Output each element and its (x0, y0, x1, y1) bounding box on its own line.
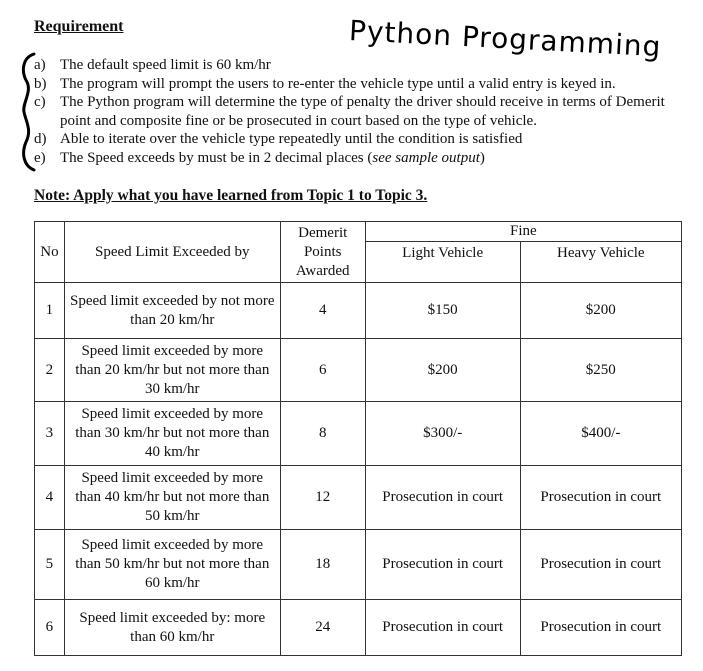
cell-heavy: Prosecution in court (520, 530, 681, 600)
requirement-item-c (34, 93, 694, 130)
requirement-item-e (34, 149, 694, 168)
requirement-letter: e) (34, 149, 46, 166)
requirement-text (60, 149, 694, 168)
cell-demerit: 8 (280, 402, 365, 466)
header-demerit: Demerit Points Awarded (280, 222, 365, 283)
table-row (35, 402, 682, 466)
requirement-text: Able to iterate over the vehicle type repeatedly until the condition is satisfied (60, 131, 523, 147)
cell-heavy: $200 (520, 283, 681, 339)
header-speed: Speed Limit Exceeded by (64, 222, 280, 283)
requirement-letter: b) (34, 75, 47, 92)
requirement-letter: c) (34, 94, 46, 110)
cell-speed: Speed limit exceeded by more than 50 km/hr but not more than 60 km/hr (64, 530, 280, 600)
header-heavy-vehicle: Heavy Vehicle (520, 242, 681, 283)
table-row (35, 339, 682, 402)
cell-speed: Speed limit exceeded by more than 20 km/hr but not more than 30 km/hr (64, 339, 280, 402)
requirement-text-italic: see sample output (372, 149, 480, 166)
cell-light: Prosecution in court (365, 466, 520, 530)
cell-speed: Speed limit exceeded by more than 30 km/hr but not more than 40 km/hr (64, 402, 280, 466)
table-header-row (35, 222, 682, 242)
cell-light: Prosecution in court (365, 600, 520, 656)
requirements-list (34, 56, 694, 167)
handwritten-title: Python Programming (348, 14, 663, 64)
table-row (35, 600, 682, 656)
table-row (35, 283, 682, 339)
cell-light: $200 (365, 339, 520, 402)
requirement-text: The default speed limit is 60 km/hr (60, 57, 271, 73)
cell-no: 2 (35, 339, 65, 402)
header-light-vehicle: Light Vehicle (365, 242, 520, 283)
cell-heavy: $400/- (520, 402, 681, 466)
cell-light: $150 (365, 283, 520, 339)
table-row (35, 530, 682, 600)
requirement-text-main: The Speed exceeds by must be in 2 decimal places ( (60, 149, 373, 166)
cell-speed: Speed limit exceeded by: more than 60 km/hr (64, 600, 280, 656)
cell-speed: Speed limit exceeded by more than 40 km/hr but not more than 50 km/hr (64, 466, 280, 530)
requirement-heading: Requirement (34, 18, 124, 35)
cell-demerit: 6 (280, 339, 365, 402)
cell-heavy: Prosecution in court (520, 600, 681, 656)
requirement-item-d (34, 130, 694, 149)
cell-demerit: 12 (280, 466, 365, 530)
cell-no: 5 (35, 530, 65, 600)
note-text: Note: Apply what you have learned from Topic 1 to Topic 3. (34, 187, 428, 204)
requirement-item-a (34, 56, 694, 75)
requirement-letter: a) (34, 57, 46, 73)
header-no: No (35, 222, 65, 283)
cell-demerit: 24 (280, 600, 365, 656)
cell-light: $300/- (365, 402, 520, 466)
table-row (35, 466, 682, 530)
requirement-letter: d) (34, 131, 47, 147)
requirement-text: The Python program will determine the type of penalty the driver should receive in terms of Demerit point and composite fine or be prosecuted in court based on the type of vehicle. (60, 94, 665, 129)
cell-demerit: 18 (280, 530, 365, 600)
cell-heavy: $250 (520, 339, 681, 402)
cell-no: 3 (35, 402, 65, 466)
requirement-text: The program will prompt the users to re-enter the vehicle type until a valid entry is keyed in. (60, 75, 616, 92)
cell-no: 6 (35, 600, 65, 656)
requirement-text-suffix: ) (479, 149, 485, 166)
penalty-table (34, 221, 682, 656)
cell-no: 1 (35, 283, 65, 339)
cell-no: 4 (35, 466, 65, 530)
cell-demerit: 4 (280, 283, 365, 339)
requirement-item-b (34, 75, 694, 94)
cell-light: Prosecution in court (365, 530, 520, 600)
cell-heavy: Prosecution in court (520, 466, 681, 530)
cell-speed: Speed limit exceeded by not more than 20 km/hr (64, 283, 280, 339)
header-fine: Fine (365, 222, 681, 242)
